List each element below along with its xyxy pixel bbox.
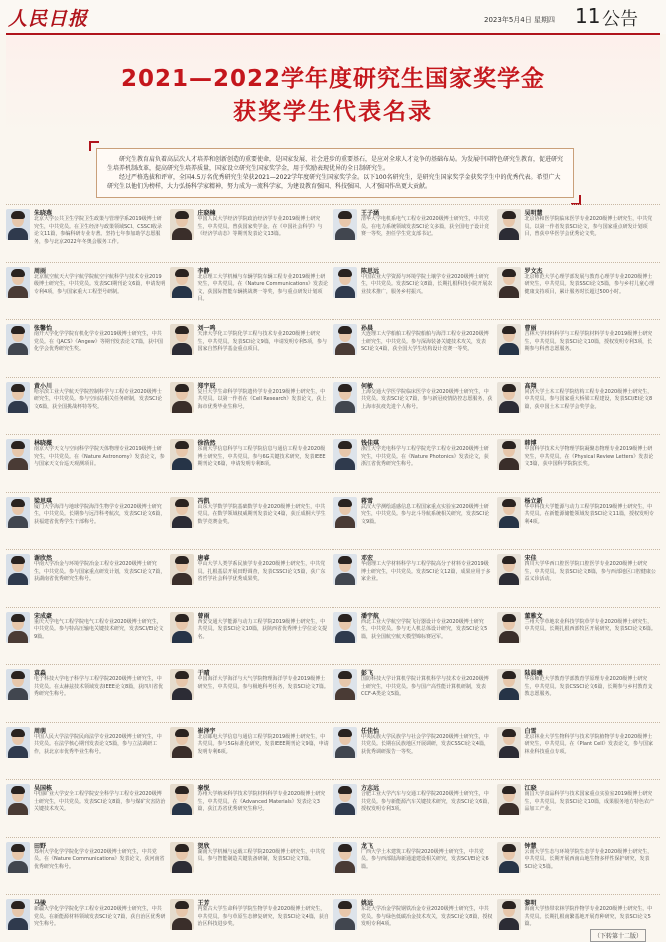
student-entry <box>333 722 496 777</box>
student-name: 何敏 <box>361 382 374 390</box>
student-description: 兰州大学草地农业科技学院草学专业2020级博士研究生，中共党员。长期扎根西部牧区开展研究，发表SCI论文6篇。 <box>524 618 656 632</box>
student-name: 周萌 <box>34 727 47 735</box>
student-photo <box>333 784 357 815</box>
student-name: 姚远 <box>361 900 374 907</box>
student-photo <box>497 497 521 528</box>
student-description: 云南大学生态与环境学院生态学专业2020级博士研究生，中共党员。长期开展西南山地生物多样性保护研究，发表SCI论文5篇。 <box>524 848 653 870</box>
student-description: 南京大学天文与空间科学学院天体物理专业2019级博士研究生，中共党员。在《Nature Astronomy》发表论文，参与国家天文台巡天观测项目。 <box>34 446 165 467</box>
student-entry <box>333 492 496 547</box>
student-name: 邓宏 <box>361 555 374 562</box>
student-entry <box>497 262 660 317</box>
student-photo <box>333 842 357 873</box>
student-name: 董雅文 <box>524 612 543 620</box>
student-name: 周雨 <box>34 267 47 275</box>
student-entry <box>6 319 169 374</box>
student-photo <box>497 267 521 298</box>
student-entry <box>497 377 660 432</box>
student-name: 吴明慧 <box>524 210 543 217</box>
student-name: 于晴 <box>197 670 210 677</box>
student-description: 华中科技大学能源与动力工程学院2019级博士研究生，中共党员。在新能源储能领域发表SCI论文11篇，授权发明专利4项。 <box>524 503 655 525</box>
student-description: 北京师范大学心理学部发展与教育心理学专业2020级博士研究生，中共党员。发表SSCI论文5篇，参与乡村儿童心理健康支持项目，累计服务时长超过500小时。 <box>524 273 654 295</box>
student-entry <box>497 779 660 834</box>
student-photo <box>497 554 521 585</box>
student-photo <box>6 382 30 413</box>
student-photo <box>6 439 30 470</box>
student-description: 苏州大学纳米科学技术学院材料科学专业2020级博士研究生，中共党员。在《Advanced Materials》发表论文3篇，获江苏省优秀研究生称号。 <box>197 791 326 812</box>
student-description: 浙江大学光电科学与工程学院光学工程专业2020级博士研究生，中共党员。在《Nature Photonics》发表论文，获浙江省优秀研究生称号。 <box>361 446 489 467</box>
student-name: 庄晓楠 <box>197 210 216 217</box>
student-photo <box>170 324 194 355</box>
student-name: 谢欣然 <box>34 555 53 562</box>
intro-paragraph: 研究生教育肩负着高层次人才培养和创新创造的重要使命，是国家发展、社会进步的重要基石，是应对全球人才竞争的基础布局。为发展中国特色研究生教育，促进研究生培养机制改革，提高研究生培养质量，国家设立研究生国家奖学金，用于奖励表现优异的全日制研究生。 <box>107 156 564 172</box>
page-title: 2021—2022学年度研究生国家奖学金 <box>120 66 546 92</box>
student-photo <box>497 899 521 930</box>
student-name: 秦悦 <box>197 785 210 792</box>
student-description: 海南大学热带农林学院作物学专业2020级博士研究生，中共党员。长期扎根南繁基地开展育种研究，发表SCI论文5篇。 <box>524 906 653 927</box>
page-number: 11 <box>575 4 601 28</box>
student-name: 贺欣 <box>197 842 210 850</box>
student-photo <box>6 612 30 643</box>
student-description: 上海交通大学医学院临床医学专业2020级博士研究生，中共党员。发表SCI论文7篇，参与新冠疫情防控志愿服务，获上海市抗疫先进个人称号。 <box>361 388 493 410</box>
student-name: 陈思远 <box>361 267 380 275</box>
student-name: 潘宇航 <box>361 612 380 620</box>
student-name: 方志远 <box>361 785 380 792</box>
student-description: 中山大学人类学系民族学专业2020级博士研究生，中共党员。扎根基层开展田野调查，发表CSSCI论文5篇，获广东省哲学社会科学优秀成果奖。 <box>197 561 326 582</box>
student-name: 高翔 <box>524 382 537 390</box>
student-photo <box>6 554 30 585</box>
student-photo <box>6 842 30 873</box>
student-entry <box>6 434 169 489</box>
student-entry <box>170 722 333 777</box>
student-photo <box>497 612 521 643</box>
student-photo <box>497 842 521 873</box>
student-entry <box>497 319 660 374</box>
student-name: 吴国栋 <box>34 785 53 792</box>
student-photo <box>170 497 194 528</box>
student-name: 韩博 <box>524 440 537 447</box>
student-photo <box>333 382 357 413</box>
student-description: 重庆大学电气工程学院电气工程专业2020级博士研究生，中共党员。参与特高压输电关键技术研究，发表SCI/EI论文9篇。 <box>34 618 164 640</box>
student-description: 新疆大学化学学院化学工程专业2020级博士研究生，中共党员。在新能源材料领域发表SCI论文7篇，获自治区优秀研究生称号。 <box>34 906 166 927</box>
student-photo <box>333 669 357 700</box>
student-description: 中央民族大学民族学与社会学学院2020级博士研究生，中共党员。长期在民族地区开展调研，发表CSSCI论文4篇，获优秀调研报告一等奖。 <box>361 733 489 755</box>
student-photo <box>170 209 194 240</box>
student-description: 国防科技大学计算机学院计算机科学与技术专业2020级博士研究生，中共党员。参与国产高性能计算机研制，发表CCF-A类论文5篇。 <box>361 676 489 697</box>
student-entry <box>497 607 660 662</box>
student-entry <box>170 319 333 374</box>
student-name: 黄小川 <box>34 382 53 390</box>
student-entry <box>497 549 660 604</box>
student-entry <box>497 492 660 547</box>
student-name: 马骏 <box>34 900 47 907</box>
student-photo <box>497 439 521 470</box>
student-entry <box>497 664 660 719</box>
student-entry <box>333 434 496 489</box>
student-photo <box>497 669 521 700</box>
student-entry <box>170 262 333 317</box>
student-entry <box>333 607 496 662</box>
student-description: 中南大学冶金与环境学院冶金工程专业2020级博士研究生，中共党员。参与国家重点研发计划，发表SCI论文7篇，获湖南省优秀研究生称号。 <box>34 561 166 582</box>
student-entry <box>170 779 333 834</box>
student-name: 杨立新 <box>524 497 543 505</box>
student-description: 中国农业大学资源与环境学院土壤学专业2020级博士研究生，中共党员。发表SCI论文8篇，长期扎根科技小院开展农业技术推广，服务乡村振兴。 <box>361 273 493 295</box>
student-description: 广西大学土木建筑工程学院2020级博士研究生，中共党员。参与西部陆海新通道建设相关研究，发表SCI/EI论文6篇。 <box>361 848 489 870</box>
student-photo <box>170 784 194 815</box>
student-name: 曾雨 <box>197 612 210 620</box>
student-photo <box>497 784 521 815</box>
section-name: 公告 <box>602 9 638 30</box>
student-name: 张馨怡 <box>34 325 53 332</box>
student-description: 南开大学化学学院有机化学专业2019级博士研究生，中共党员。在《JACS》《Angew》等期刊发表论文7篇，获中国化学会优秀研究生奖。 <box>34 331 163 352</box>
student-description: 北京邮电大学信息与通信工程学院2019级博士研究生，中共党员。参与5G标准化研究，发表IEEE期刊论文9篇，申请发明专利6项。 <box>197 733 329 755</box>
student-entry <box>6 492 169 547</box>
student-description: 复旦大学生命科学学院遗传学专业2019级博士研究生，中共党员。以第一作者在《Cell Research》发表论文，获上海市优秀毕业生称号。 <box>197 388 327 410</box>
student-description: 华南理工大学材料科学与工程学院高分子材料专业2019级博士研究生，中共党员。发表SCI论文12篇，成果应用于多家企业。 <box>361 561 491 582</box>
student-name: 梁思琪 <box>34 497 53 505</box>
masthead <box>0 0 666 34</box>
student-entry <box>6 607 169 662</box>
student-entry <box>6 779 169 834</box>
student-entry <box>6 664 169 719</box>
student-photo <box>170 439 194 470</box>
student-photo <box>497 324 521 355</box>
student-description: 西安交通大学能源与动力工程学院2019级博士研究生，中共党员。发表SCI论文10篇，获陕西省优秀博士学位论文提名。 <box>197 618 328 640</box>
student-entry <box>170 549 333 604</box>
student-name: 李静 <box>197 267 210 275</box>
student-description: 天津大学化工学院化学工程与技术专业2020级博士研究生，中共党员。发表SCI论文9篇，申请发明专利5项，参与国家自然科学基金重点项目。 <box>197 331 328 352</box>
student-photo <box>170 899 194 930</box>
student-name: 龙飞 <box>361 842 374 850</box>
student-description: 合肥工业大学汽车与交通工程学院2020级博士研究生，中共党员。参与新能源汽车关键技术研究，发表SCI论文6篇，授权发明专利3项。 <box>361 791 493 812</box>
student-entry <box>333 779 496 834</box>
student-photo <box>333 209 357 240</box>
student-name: 唐睿 <box>197 555 210 562</box>
student-photo <box>333 267 357 298</box>
student-photo <box>6 497 30 528</box>
student-description: 西北工业大学航空学院飞行器设计专业2020级博士研究生，中共党员。参与无人机总体设计研究，发表SCI论文5篇，获全国航空航天模型锦标赛冠军。 <box>361 618 488 640</box>
student-name: 罗文杰 <box>524 267 543 275</box>
student-entry <box>497 204 660 259</box>
student-photo <box>6 209 30 240</box>
student-name: 宋成豪 <box>34 612 53 620</box>
student-photo <box>333 324 357 355</box>
student-description: 中国科学技术大学物理学院凝聚态物理专业2019级博士研究生，中共党员。在《Physical Review Letters》发表论文3篇，获中国科学院院长奖。 <box>524 446 654 467</box>
student-name: 钟慧 <box>524 842 537 850</box>
student-photo <box>333 899 357 930</box>
student-entry <box>6 262 169 317</box>
student-name: 蒋雪 <box>361 497 374 505</box>
student-photo <box>6 267 30 298</box>
student-entry <box>6 204 169 259</box>
student-photo <box>6 669 30 700</box>
student-description: 大连理工大学船舶工程学院船舶与海洋工程专业2020级博士研究生，中共党员。参与深海装备关键技术攻关，发表SCI论文4篇，获全国大学生结构设计竞赛一等奖。 <box>361 331 489 352</box>
student-description: 同济大学土木工程学院结构工程专业2020级博士研究生，中共党员。参与国家重大桥梁工程建设，发表SCI/EI论文8篇，获中国土木工程学会奖学金。 <box>524 388 653 410</box>
student-photo <box>170 267 194 298</box>
student-name: 冯凯 <box>197 497 210 505</box>
student-description: 电子科技大学电子科学与工程学院2020级博士研究生，中共党员。在太赫兹技术领域发表IEEE论文8篇，获四川省优秀研究生称号。 <box>34 676 164 697</box>
student-description: 东北大学冶金学院钢铁冶金专业2020级博士研究生，中共党员。参与绿色低碳冶金技术攻关，发表SCI论文8篇，授权发明专利4项。 <box>361 906 493 927</box>
student-photo <box>333 612 357 643</box>
student-name: 王芳 <box>197 900 210 907</box>
student-description: 北京大学公共卫生学院卫生政策与管理学系2019级博士研究生，中共党员。在卫生经济与政策领域SCI、CSSCI收录论文11篇，参编科研专业专著。坚持七年参加助学志愿服务，参与北京2022年冬奥会服务工作。 <box>34 216 162 245</box>
intro-paragraph: 经过严格选拔和评审，全国4.5万名优秀研究生荣获2021—2022学年度研究生国家奖学金。以下100名研究生，是研究生国家奖学金获奖学生中的优秀代表。希望广大研究生以他们为榜样，大力弘扬科学家精神，努力成为一流科学家，为建设教育强国、科技强国、人才强国作出更大贡献。 <box>107 174 561 190</box>
student-description: 北京航空航天大学宇航学院航空宇航科学与技术专业2019级博士研究生，中共党员。发表SCI期刊论文6篇，申请发明专利4项，参与国家重大工程型号研制。 <box>34 273 166 295</box>
student-photo <box>170 382 194 413</box>
student-description: 湖南大学机械与运载工程学院2020级博士研究生，中共党员。参与智能制造关键装备研制，发表SCI论文7篇。 <box>197 848 326 862</box>
student-entry <box>333 549 496 604</box>
student-entry <box>6 377 169 432</box>
student-description: 东南大学信息科学与工程学院信息与通信工程专业2020级博士研究生，中共党员。参与6G关键技术研究，发表IEEE期刊论文6篇，申请发明专利8项。 <box>197 446 326 467</box>
student-entry <box>170 377 333 432</box>
student-description: 中国矿业大学安全工程学院安全科学与工程专业2020级博士研究生，中共党员。发表SCI论文8篇，参与煤矿灾害防治关键技术攻关。 <box>34 791 166 812</box>
student-description: 南昌大学食品科学与技术国家重点实验室2019级博士研究生，中共党员。发表SCI论文10篇，成果服务地方特色农产品加工产业。 <box>524 791 655 812</box>
footer <box>0 928 666 942</box>
student-description: 中国人民大学经济学院政治经济学专业2019级博士研究生，中共党员。曾获国家奖学金。在《中国社会科学》与《经济学动态》等期刊发表论文13篇。 <box>197 216 323 237</box>
student-description: 北京理工大学机械与车辆学院车辆工程专业2019级博士研究生，中共党员。在《Nature Communications》发表论文，获国际智能车辆挑战赛一等奖，参与重点研发计划项目。 <box>197 273 329 302</box>
student-entry <box>333 262 496 317</box>
student-name: 刘一鸣 <box>197 325 216 332</box>
student-photo <box>170 612 194 643</box>
student-photo <box>333 554 357 585</box>
student-name: 崔泽宇 <box>197 727 216 735</box>
student-photo <box>6 899 30 930</box>
student-name: 彭飞 <box>361 670 374 677</box>
student-name: 郑宇辰 <box>197 382 216 390</box>
student-photo <box>497 209 521 240</box>
student-name: 黎明 <box>524 900 537 907</box>
student-photo <box>170 669 194 700</box>
student-name: 王子涵 <box>361 210 380 217</box>
student-entry <box>170 837 333 892</box>
issue-date: 2023年5月4日 星期四 <box>484 16 555 24</box>
student-name: 宋佳 <box>524 555 537 562</box>
student-name: 徐浩然 <box>197 440 216 447</box>
student-description: 四川大学华西口腔医学院口腔医学专业2020级博士研究生，中共党员。发表SCI论文8篇，参与西部地区口腔健康公益义诊活动。 <box>524 561 656 582</box>
student-name: 陆晨曦 <box>524 670 543 677</box>
student-photo <box>6 727 30 758</box>
student-name: 孙晨 <box>361 325 374 332</box>
student-description: 山东大学数学学院基础数学专业2020级博士研究生，中共党员。在数学领域权威期刊发表论文4篇，获丘成桐大学生数学竞赛金奖。 <box>197 503 326 525</box>
student-entry <box>170 607 333 662</box>
student-name: 白雪 <box>524 727 537 735</box>
continued-note: （下转第十二版） <box>590 929 646 942</box>
student-photo <box>170 727 194 758</box>
student-photo <box>170 554 194 585</box>
student-photo <box>333 439 357 470</box>
student-entry <box>333 377 496 432</box>
student-description: 清华大学电机系电气工程专业2020级博士研究生，中共党员。在电力系统领域发表SCI论文多篇，获全国电子设计竞赛一等奖，担任学生党支部书记。 <box>361 216 490 237</box>
student-entry <box>170 664 333 719</box>
student-photo <box>6 324 30 355</box>
student-photo <box>333 497 357 528</box>
student-description: 吉林大学材料科学与工程学院材料学专业2019级博士研究生，中共党员。发表SCI论文10篇，授权发明专利3项，长期参与科普志愿服务。 <box>524 331 653 352</box>
student-name: 林晓薇 <box>34 440 53 447</box>
student-photo <box>170 842 194 873</box>
student-entry <box>6 722 169 777</box>
student-entry <box>6 837 169 892</box>
student-name: 袁淼 <box>34 670 47 677</box>
student-photo <box>333 727 357 758</box>
student-description: 中国海洋大学海洋与大气学院物理海洋学专业2019级博士研究生，中共党员。参与极地科考任务，发表SCI论文7篇。 <box>197 676 329 690</box>
student-name: 曹丽 <box>524 325 537 332</box>
student-description: 华东师范大学教育学部教育学原理专业2020级博士研究生，中共党员。发表CSSCI论文6篇，长期参与乡村教育支教志愿服务。 <box>524 676 653 697</box>
student-entry <box>170 204 333 259</box>
student-photo <box>6 784 30 815</box>
student-description: 武汉大学测绘遥感信息工程国家重点实验室2020级博士研究生，中共党员。参与北斗导航系统相关研究，发表SCI论文9篇。 <box>361 503 490 525</box>
student-entry <box>170 492 333 547</box>
student-description: 郑州大学化学学院化学专业2020级博士研究生，中共党员。在《Nature Communications》发表论文，获河南省优秀研究生称号。 <box>34 848 165 870</box>
student-description: 内蒙古大学生命科学学院生物学专业2020级博士研究生，中共党员。参与草原生态修复研究，发表SCI论文4篇，获自治区科技进步奖。 <box>197 906 329 927</box>
student-name: 田野 <box>34 842 47 850</box>
student-entry <box>333 204 496 259</box>
student-entry <box>333 664 496 719</box>
student-photo <box>497 382 521 413</box>
student-description: 中国人民大学法学院民商法学专业2020级博士研究生，中共党员。在法学核心期刊发表论文5篇，参与立法调研工作，获北京市优秀毕业生称号。 <box>34 733 162 755</box>
student-name: 江晓 <box>524 785 537 792</box>
student-entry <box>497 434 660 489</box>
student-entry <box>170 434 333 489</box>
masthead-rule <box>6 33 660 35</box>
student-entry <box>6 549 169 604</box>
student-name: 朱晓燕 <box>34 210 53 217</box>
page-subtitle: 获奖学生代表名录 <box>233 99 433 125</box>
student-name: 任佳怡 <box>361 727 380 735</box>
intro-box <box>96 148 574 198</box>
student-entry <box>333 837 496 892</box>
student-description: 北京协和医学院临床医学专业2020级博士研究生，中共党员。以第一作者发表SCI论文，参与国家重点研发计划项目，曾获中华医学会优秀论文奖。 <box>524 216 653 237</box>
student-description: 哈尔滨工业大学航天学院控制科学与工程专业2020级博士研究生，中共党员。参与空间站相关任务研制，发表SCI论文6篇，获全国挑战杯特等奖。 <box>34 388 163 410</box>
student-entry <box>497 837 660 892</box>
student-description: 厦门大学海洋与地球学院海洋生物学专业2020级博士研究生，中共党员。长期参与远洋科考航次，发表SCI论文6篇，获福建省优秀学生干部称号。 <box>34 503 166 525</box>
student-entry <box>497 722 660 777</box>
student-description: 北京林业大学生物科学与技术学院植物学专业2020级博士研究生，中共党员。在《Plant Cell》发表论文，参与国家林业科技重点专项。 <box>524 733 654 755</box>
student-photo <box>497 727 521 758</box>
newspaper-logo: 人民日报 <box>8 8 89 30</box>
student-entry <box>333 319 496 374</box>
student-name: 钱佳琪 <box>361 440 380 447</box>
